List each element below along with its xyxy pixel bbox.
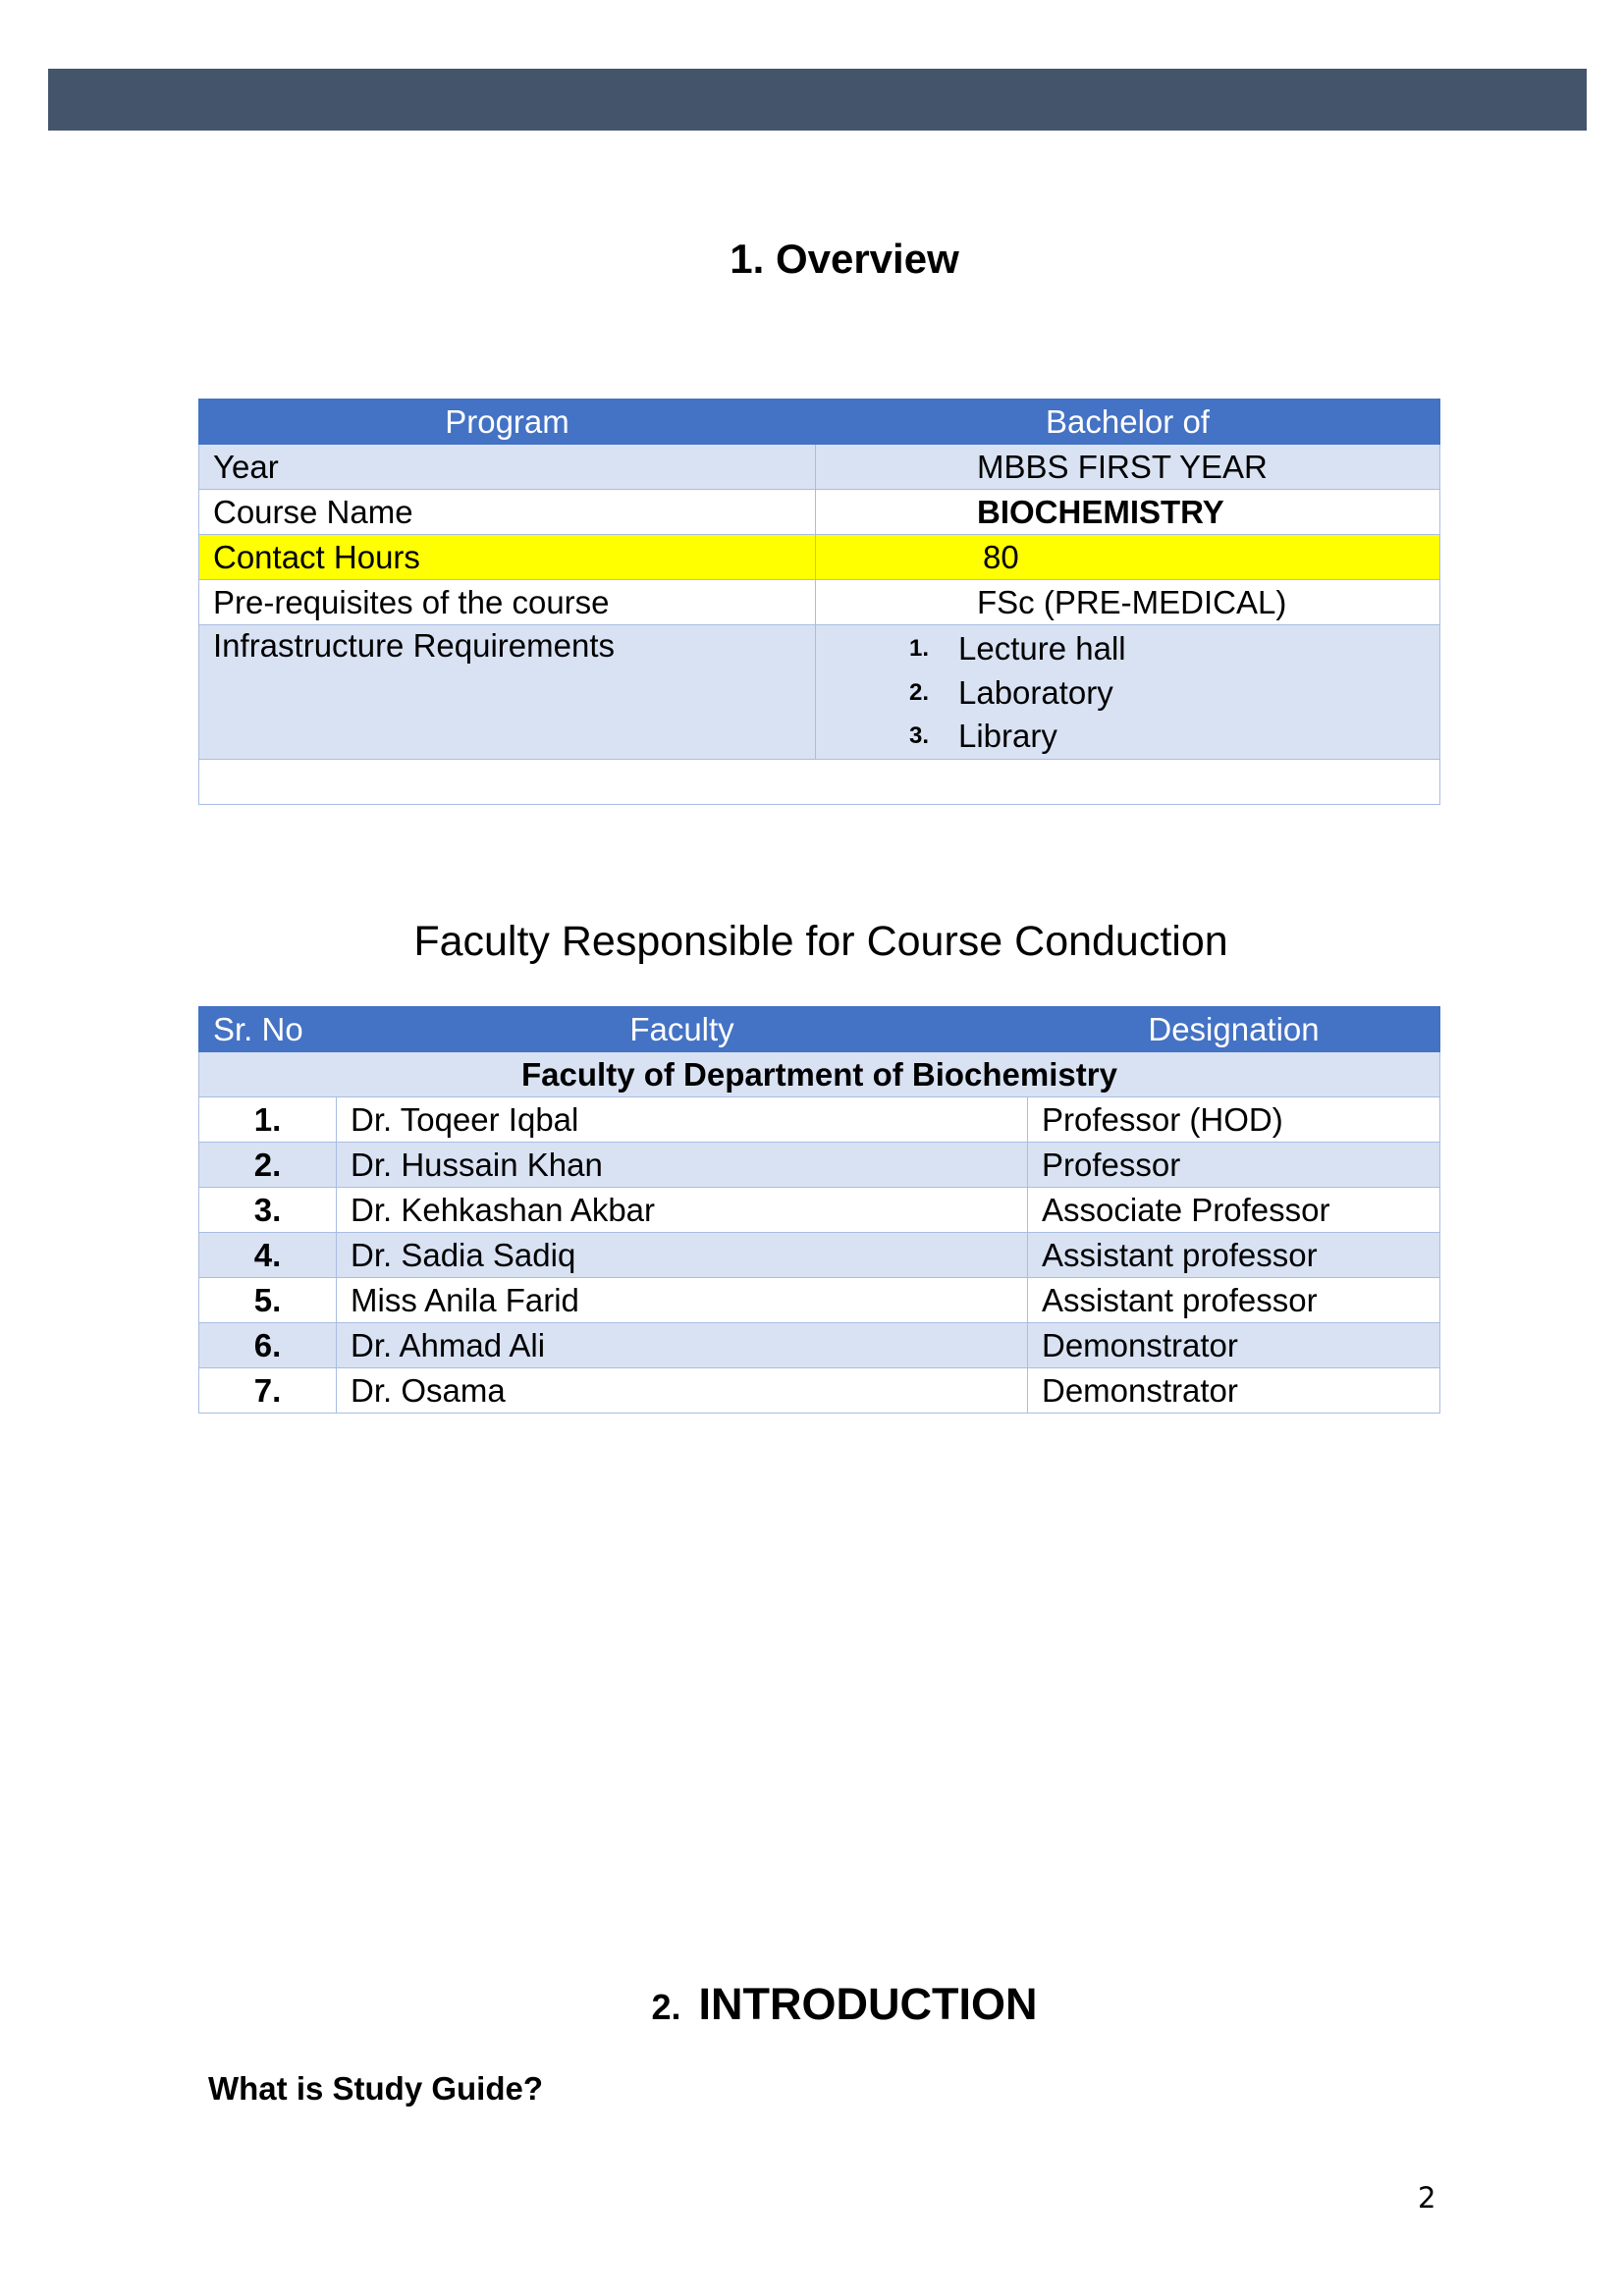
faculty-name: Miss Anila Farid xyxy=(337,1278,1028,1323)
introduction-title: INTRODUCTION xyxy=(698,1979,1038,2029)
department-label: Faculty of Department of Biochemistry xyxy=(199,1052,1440,1097)
list-item xyxy=(909,671,1426,716)
overview-header-row xyxy=(199,400,1440,445)
header-sr-no: Sr. No xyxy=(199,1007,337,1052)
faculty-name: Dr. Sadia Sadiq xyxy=(337,1233,1028,1278)
faculty-header-row xyxy=(199,1007,1440,1052)
sr-number: 6. xyxy=(199,1323,337,1368)
empty-cell xyxy=(199,759,1440,804)
table-row xyxy=(199,1188,1440,1233)
list-item xyxy=(909,715,1426,759)
faculty-designation: Associate Professor xyxy=(1028,1188,1440,1233)
row-value: FSc (PRE-MEDICAL) xyxy=(816,580,1440,625)
faculty-designation: Professor (HOD) xyxy=(1028,1097,1440,1143)
department-row xyxy=(199,1052,1440,1097)
introduction-number: 2. xyxy=(651,1987,681,2027)
introduction-heading xyxy=(0,1979,1624,2030)
faculty-designation: Assistant professor xyxy=(1028,1233,1440,1278)
header-bachelor: Bachelor of xyxy=(816,400,1440,445)
row-value: MBBS FIRST YEAR xyxy=(816,445,1440,490)
table-row xyxy=(199,1143,1440,1188)
row-label: Year xyxy=(199,445,816,490)
list-text: Library xyxy=(958,718,1057,755)
overview-heading: 1. Overview xyxy=(730,236,959,282)
table-row xyxy=(199,1323,1440,1368)
row-label: Contact Hours xyxy=(199,535,816,580)
sr-number: 4. xyxy=(199,1233,337,1278)
table-row xyxy=(199,1368,1440,1414)
list-text: Lecture hall xyxy=(958,630,1126,667)
overview-row-prerequisites xyxy=(199,580,1440,625)
faculty-name: Dr. Toqeer Iqbal xyxy=(337,1097,1028,1143)
row-label: Course Name xyxy=(199,490,816,535)
table-row xyxy=(199,1278,1440,1323)
faculty-name: Dr. Osama xyxy=(337,1368,1028,1414)
list-number: 3. xyxy=(909,722,930,750)
faculty-name: Dr. Kehkashan Akbar xyxy=(337,1188,1028,1233)
row-label: Pre-requisites of the course xyxy=(199,580,816,625)
faculty-table xyxy=(198,1006,1440,1414)
faculty-name: Dr. Hussain Khan xyxy=(337,1143,1028,1188)
list-item xyxy=(909,627,1426,671)
sr-number: 7. xyxy=(199,1368,337,1414)
sr-number: 3. xyxy=(199,1188,337,1233)
table-row xyxy=(199,1097,1440,1143)
overview-row-course-name xyxy=(199,490,1440,535)
list-number: 2. xyxy=(909,678,930,706)
list-text: Laboratory xyxy=(958,673,1113,711)
page-number: 2 xyxy=(1418,2181,1436,2215)
faculty-heading: Faculty Responsible for Course Conduction xyxy=(413,918,1228,965)
header-program: Program xyxy=(199,400,816,445)
faculty-designation: Demonstrator xyxy=(1028,1368,1440,1414)
overview-row-infrastructure xyxy=(199,625,1440,760)
faculty-designation: Demonstrator xyxy=(1028,1323,1440,1368)
row-value: 80 xyxy=(816,535,1440,580)
overview-row-contact-hours xyxy=(199,535,1440,580)
faculty-designation: Assistant professor xyxy=(1028,1278,1440,1323)
overview-table xyxy=(198,399,1440,805)
sr-number: 5. xyxy=(199,1278,337,1323)
row-label: Infrastructure Requirements xyxy=(199,625,816,760)
sr-number: 2. xyxy=(199,1143,337,1188)
header-designation: Designation xyxy=(1028,1007,1440,1052)
study-guide-question: What is Study Guide? xyxy=(208,2070,544,2107)
overview-row-empty xyxy=(199,759,1440,804)
infrastructure-list-cell xyxy=(816,625,1440,760)
faculty-designation: Professor xyxy=(1028,1143,1440,1188)
overview-row-year xyxy=(199,445,1440,490)
faculty-name: Dr. Ahmad Ali xyxy=(337,1323,1028,1368)
header-faculty: Faculty xyxy=(337,1007,1028,1052)
infrastructure-list xyxy=(816,627,1426,759)
list-number: 1. xyxy=(909,635,930,663)
table-row xyxy=(199,1233,1440,1278)
sr-number: 1. xyxy=(199,1097,337,1143)
row-value: BIOCHEMISTRY xyxy=(816,490,1440,535)
header-bar xyxy=(48,69,1587,131)
